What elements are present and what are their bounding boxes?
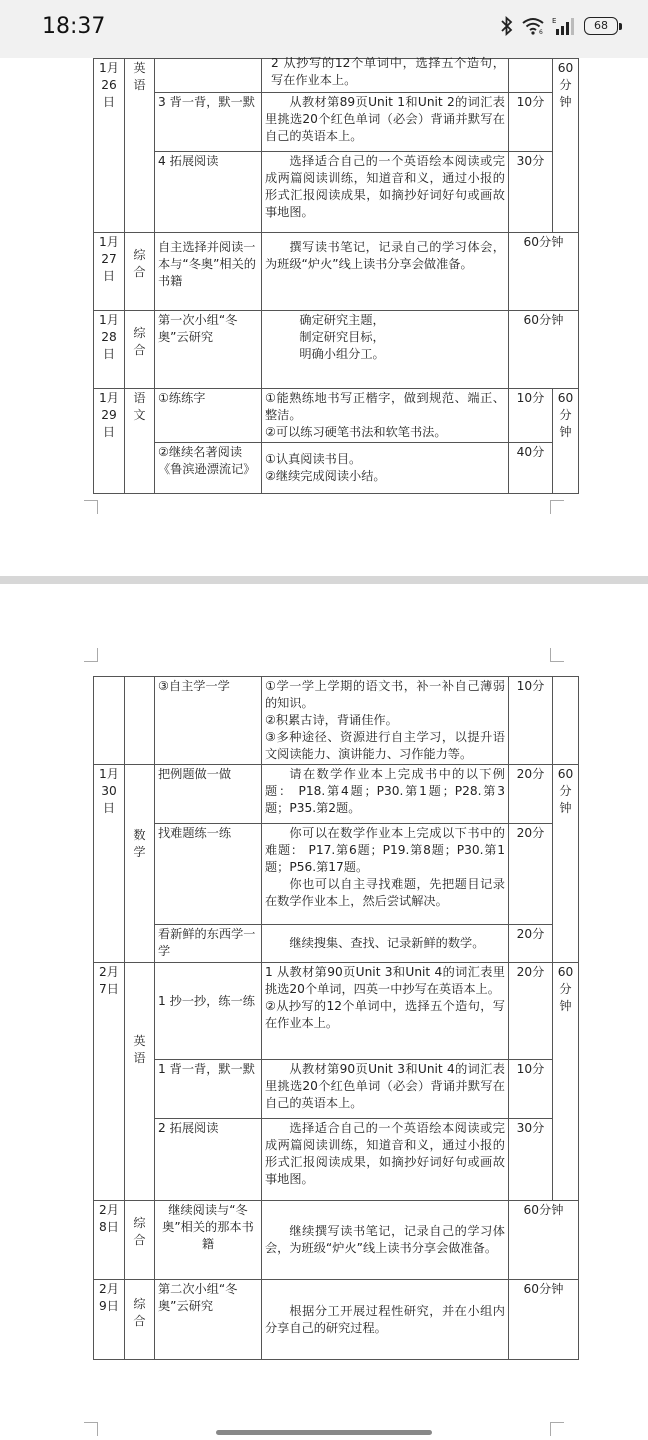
time-cell: 10分 [509, 389, 553, 443]
req-cell: ①认真阅读书目。 ②继续完成阅读小结。 [262, 443, 509, 494]
svg-text:E: E [552, 17, 557, 25]
margin-corner [550, 500, 564, 514]
subject-cell: 英语 [125, 59, 155, 233]
table-row [94, 963, 579, 1060]
subject-cell: 数学 [125, 765, 155, 963]
table-row [94, 152, 579, 233]
req-cell: ①学一学上学期的语文书，补一补自己薄弱的知识。 ②积累古诗，背诵佳作。 ③多种途径、资源进行自主学习，以提升语文阅读能力、演讲能力、习作能力等。 [262, 677, 509, 765]
task-cell: ①练练字 [155, 389, 262, 443]
status-bar [0, 0, 648, 58]
table-row [94, 389, 579, 443]
table-row [94, 925, 579, 963]
req-cell: ①能熟练地书写正楷字，做到规范、端正、整洁。 ②可以练习硬笔书法和软笔书法。 [262, 389, 509, 443]
table-row [94, 677, 579, 765]
table-row [94, 59, 579, 93]
wifi-icon [522, 17, 544, 35]
task-cell: 第二次小组“冬奥”云研究 [155, 1280, 262, 1360]
schedule-table-2 [93, 676, 579, 1360]
date-cell: 2月9日 [94, 1280, 125, 1360]
table-row [94, 93, 579, 152]
duration-cell: 60分钟 [553, 765, 579, 963]
svg-text:6: 6 [539, 29, 543, 35]
req-cell: 你可以在数学作业本上完成以下书中的难题： P17.第6题；P19.第8题；P30.第1题；P56.第17题。 你也可以自主寻找难题，先把题目记录在数学作业本上，然后尝试解决。 [262, 824, 509, 925]
margin-corner [550, 648, 564, 662]
time-cell: 30分 [509, 152, 553, 233]
page-separator [0, 576, 648, 584]
task-cell: 2 拓展阅读 [155, 1119, 262, 1201]
req-cell: 继续撰写读书笔记，记录自己的学习体会，为班级“炉火”线上读书分享会做准备。 [262, 1201, 509, 1280]
duration-cell: 60分钟 [553, 59, 579, 233]
table-row [94, 1060, 579, 1119]
subject-cell: 综合 [125, 311, 155, 389]
battery-level: 68 [584, 17, 618, 35]
duration-cell [553, 677, 579, 765]
margin-corner [84, 648, 98, 662]
date-cell: 2月8日 [94, 1201, 125, 1280]
task-cell: 4 拓展阅读 [155, 152, 262, 233]
task-cell [155, 59, 262, 93]
time-cell: 10分 [509, 677, 553, 765]
time-cell: 60分钟 [509, 1280, 579, 1360]
task-cell: 自主选择并阅读一本与“冬奥”相关的书籍 [155, 233, 262, 311]
margin-corner [84, 1422, 98, 1436]
req-cell: 根据分工开展过程性研究，并在小组内分享自己的研究过程。 [262, 1280, 509, 1360]
time-cell: 20分 [509, 824, 553, 925]
table-row [94, 1201, 579, 1280]
time-cell: 20分 [509, 925, 553, 963]
time-cell: 60分钟 [509, 233, 579, 311]
date-cell: 1月26日 [94, 59, 125, 233]
table-row [94, 765, 579, 824]
task-cell: ②继续名著阅读《鲁滨逊漂流记》 [155, 443, 262, 494]
req-cell: 2 从抄写的12个单词中，选择五个造句，写在作业本上。 [262, 59, 509, 93]
date-cell [94, 677, 125, 765]
time-cell: 40分 [509, 443, 553, 494]
req-cell: 选择适合自己的一个英语绘本阅读或完成两篇阅读训练，知道音和义，通过小报的形式汇报阅读成果，如摘抄好词好句或画故事地图。 [262, 1119, 509, 1201]
subject-cell: 语文 [125, 389, 155, 494]
time-cell: 30分 [509, 1119, 553, 1201]
time-cell [509, 59, 553, 93]
time-cell: 10分 [509, 1060, 553, 1119]
task-cell: 继续阅读与“冬奥”相关的那本书籍 [155, 1201, 262, 1280]
status-time: 18:37 [42, 14, 106, 39]
date-cell: 2月7日 [94, 963, 125, 1201]
req-cell: 请在数学作业本上完成书中的以下例题： P18.第4题；P30.第1题；P28.第3题；P35.第2题。 [262, 765, 509, 824]
date-cell: 1月28日 [94, 311, 125, 389]
time-cell: 60分钟 [509, 311, 579, 389]
task-cell: 1 抄一抄，练一练 [155, 963, 262, 1060]
table-row [94, 443, 579, 494]
table-row [94, 233, 579, 311]
req-cell: 从教材第89页Unit 1和Unit 2的词汇表里挑选20个红色单词（必会）背诵并默写在自己的英语本上。 [262, 93, 509, 152]
margin-corner [550, 1422, 564, 1436]
task-cell: ③自主学一学 [155, 677, 262, 765]
subject-cell [125, 677, 155, 765]
date-cell: 1月30日 [94, 765, 125, 963]
date-cell: 1月29日 [94, 389, 125, 494]
subject-cell: 综合 [125, 233, 155, 311]
margin-corner [84, 500, 98, 514]
table-row [94, 1280, 579, 1360]
subject-cell: 综合 [125, 1201, 155, 1280]
task-cell: 找难题练一练 [155, 824, 262, 925]
task-cell: 1 背一背，默一默 [155, 1060, 262, 1119]
task-cell: 把例题做一做 [155, 765, 262, 824]
req-cell: 确定研究主题， 制定研究目标， 明确小组分工。 [262, 311, 509, 389]
signal-icon [552, 16, 576, 36]
req-cell: 继续搜集、查找、记录新鲜的数学。 [262, 925, 509, 963]
req-cell: 从教材第90页Unit 3和Unit 4的词汇表里挑选20个红色单词（必会）背诵并默写在自己的英语本上。 [262, 1060, 509, 1119]
table-row [94, 1119, 579, 1201]
req-cell: 1 从教材第90页Unit 3和Unit 4的词汇表里挑选20个单词，四英一中抄写在英语本上。 ②从抄写的12个单词中，选择五个造句，写在作业本上。 [262, 963, 509, 1060]
task-cell: 第一次小组“冬奥”云研究 [155, 311, 262, 389]
req-cell: 选择适合自己的一个英语绘本阅读或完成两篇阅读训练，知道音和义，通过小报的形式汇报阅读成果，如摘抄好词好句或画故事地图。 [262, 152, 509, 233]
task-cell: 看新鲜的东西学一学 [155, 925, 262, 963]
table-row [94, 311, 579, 389]
document-page-1 [0, 58, 648, 576]
date-cell: 1月27日 [94, 233, 125, 311]
subject-cell: 综合 [125, 1280, 155, 1360]
battery-icon [584, 17, 622, 35]
subject-cell: 英语 [125, 963, 155, 1201]
task-cell: 3 背一背，默一默 [155, 93, 262, 152]
home-indicator[interactable] [216, 1430, 432, 1435]
schedule-table-1 [93, 58, 579, 494]
time-cell: 60分钟 [509, 1201, 579, 1280]
document-page-2 [0, 584, 648, 1440]
time-cell: 20分 [509, 963, 553, 1060]
duration-cell: 60分钟 [553, 389, 579, 494]
time-cell: 10分 [509, 93, 553, 152]
table-row [94, 824, 579, 925]
duration-cell: 60分钟 [553, 963, 579, 1201]
time-cell: 20分 [509, 765, 553, 824]
req-cell: 撰写读书笔记，记录自己的学习体会，为班级“炉火”线上读书分享会做准备。 [262, 233, 509, 311]
bluetooth-icon [500, 16, 514, 36]
status-icons [500, 16, 622, 36]
